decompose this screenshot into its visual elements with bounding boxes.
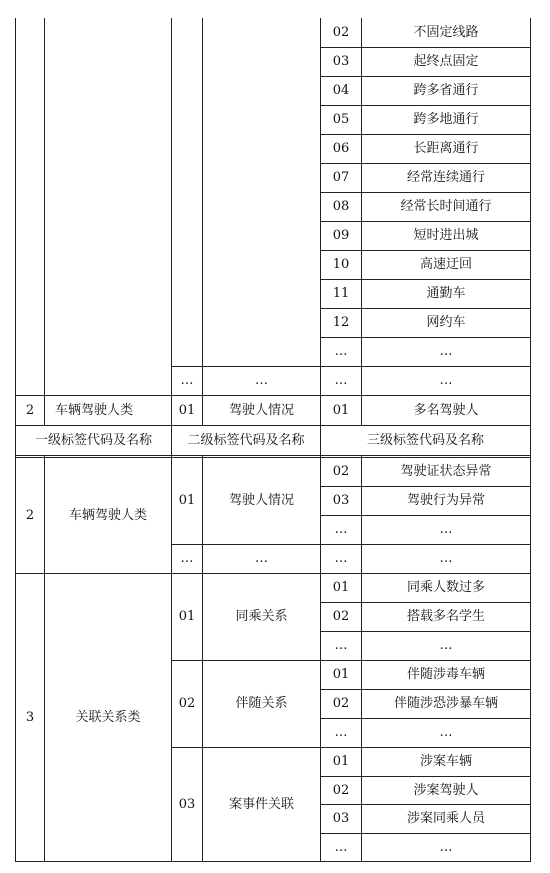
l3-name: 涉案同乘人员 — [406, 811, 485, 826]
l3-name: 同乘人数过多 — [406, 580, 485, 595]
l3-name: … — [439, 551, 453, 566]
row-line — [320, 602, 530, 603]
row-line — [320, 279, 530, 280]
row-line — [320, 308, 530, 309]
l3-code: 08 — [332, 199, 350, 214]
l3-name: … — [439, 725, 453, 740]
row-line — [171, 544, 530, 545]
l3-name: … — [439, 522, 453, 537]
col-divider-l2 — [171, 18, 172, 861]
col-divider-l2-code — [202, 456, 203, 861]
header-level3: 三级标签代码及名称 — [366, 433, 484, 448]
l3-code: … — [334, 725, 348, 740]
l3-name: 短时进出城 — [413, 228, 479, 243]
l3-name: … — [439, 373, 453, 388]
l3-name: 多名驾驶人 — [413, 403, 479, 418]
row-line — [320, 718, 530, 719]
l2-name: … — [255, 551, 268, 566]
row-line — [15, 455, 530, 456]
row-line — [320, 221, 530, 222]
row-line — [320, 47, 530, 48]
l3-code: 04 — [332, 83, 350, 98]
l3-code: 01 — [332, 403, 350, 418]
l3-code: 03 — [332, 54, 350, 69]
l3-code: 03 — [332, 493, 350, 508]
row-line — [320, 486, 530, 487]
row-line — [15, 425, 530, 426]
l3-code: 10 — [332, 257, 350, 272]
l3-name: 网约车 — [426, 315, 466, 330]
row-line — [171, 366, 530, 367]
l3-code: … — [334, 551, 348, 566]
row-line — [171, 747, 530, 748]
l2-code: 01 — [178, 403, 196, 418]
l3-code: … — [334, 522, 348, 537]
row-line — [171, 660, 530, 661]
l3-code: 02 — [332, 25, 350, 40]
l1-code: 2 — [25, 507, 35, 523]
border-bottom — [15, 861, 531, 862]
l3-code: 01 — [332, 754, 350, 769]
l2-name: 伴随关系 — [235, 696, 288, 711]
l2-code: 01 — [178, 609, 196, 624]
l3-code: 02 — [332, 782, 350, 798]
l1-code: 3 — [25, 709, 35, 725]
l1-code: 2 — [25, 403, 35, 418]
l3-code: 02 — [332, 464, 350, 479]
l3-code: 02 — [332, 609, 350, 624]
l3-name: 伴随涉毒车辆 — [406, 667, 485, 682]
row-line — [320, 631, 530, 632]
l3-code: 11 — [332, 286, 350, 301]
l3-name: 跨多地通行 — [413, 112, 479, 127]
row-line — [15, 395, 530, 396]
l3-code: 06 — [332, 141, 350, 156]
l3-code: … — [334, 373, 348, 388]
row-line — [320, 105, 530, 106]
border-right — [530, 18, 531, 861]
l3-code: 02 — [332, 696, 350, 711]
row-line — [320, 776, 530, 777]
row-line — [320, 163, 530, 164]
row-line — [320, 76, 530, 77]
l3-code: … — [334, 638, 348, 653]
row-line — [15, 457, 530, 458]
l2-code: … — [180, 551, 194, 566]
l1-name: 车辆驾驶人类 — [55, 403, 134, 418]
l3-code: 01 — [332, 580, 350, 595]
l3-name: 搭载多名学生 — [406, 609, 485, 624]
l3-name: 跨多省通行 — [413, 83, 479, 98]
border-left — [15, 18, 16, 861]
l3-code: … — [334, 344, 348, 359]
l3-name: 通勤车 — [426, 286, 466, 301]
l3-code: … — [334, 839, 348, 855]
l3-name: 不固定线路 — [413, 25, 479, 40]
l2-code: 02 — [178, 696, 196, 711]
l3-name: … — [439, 344, 453, 359]
l1-name: 关联关系类 — [75, 709, 141, 725]
l3-name: 经常长时间通行 — [400, 199, 492, 214]
l3-code: 07 — [332, 170, 350, 185]
l2-code: … — [180, 373, 194, 388]
l3-name: … — [439, 638, 453, 653]
l3-code: 05 — [332, 112, 350, 127]
l3-name: … — [439, 839, 453, 855]
row-line — [320, 833, 530, 834]
row-line — [320, 337, 530, 338]
l2-name: 案事件关联 — [228, 796, 294, 812]
l2-name: 驾驶人情况 — [228, 403, 294, 418]
row-line — [320, 515, 530, 516]
l3-code: 12 — [332, 315, 350, 330]
l2-name: 驾驶人情况 — [228, 493, 294, 508]
l3-code: 03 — [332, 811, 350, 826]
l3-name: 起终点固定 — [413, 54, 479, 69]
col-divider-l3-code — [361, 456, 362, 861]
row-line — [320, 689, 530, 690]
header-level2: 二级标签代码及名称 — [187, 433, 305, 448]
l2-code: 03 — [178, 796, 196, 812]
l2-code: 01 — [178, 493, 196, 508]
row-line — [320, 134, 530, 135]
l1-name: 车辆驾驶人类 — [68, 507, 147, 523]
l3-name: 驾驶证状态异常 — [400, 464, 492, 479]
l2-name: … — [255, 373, 268, 388]
l3-name: 涉案车辆 — [419, 754, 472, 769]
l3-name: 高速迂回 — [419, 257, 472, 272]
row-line — [320, 250, 530, 251]
row-line — [320, 804, 530, 805]
l3-name: 伴随涉恐涉暴车辆 — [393, 696, 498, 711]
l3-name: 长距离通行 — [413, 141, 479, 156]
col-divider-l3 — [320, 18, 321, 861]
col-divider-l1-code — [44, 18, 45, 425]
col-divider-l2-code — [202, 18, 203, 425]
l2-name: 同乘关系 — [235, 609, 288, 624]
l3-name: 涉案驾驶人 — [413, 782, 479, 798]
l3-code: 01 — [332, 667, 350, 682]
l3-name: 经常连续通行 — [406, 170, 485, 185]
header-level1: 一级标签代码及名称 — [34, 433, 152, 448]
row-line — [320, 192, 530, 193]
l3-name: 驾驶行为异常 — [406, 493, 485, 508]
l3-code: 09 — [332, 228, 350, 243]
row-line — [15, 573, 530, 574]
col-divider-l1-code — [44, 456, 45, 861]
